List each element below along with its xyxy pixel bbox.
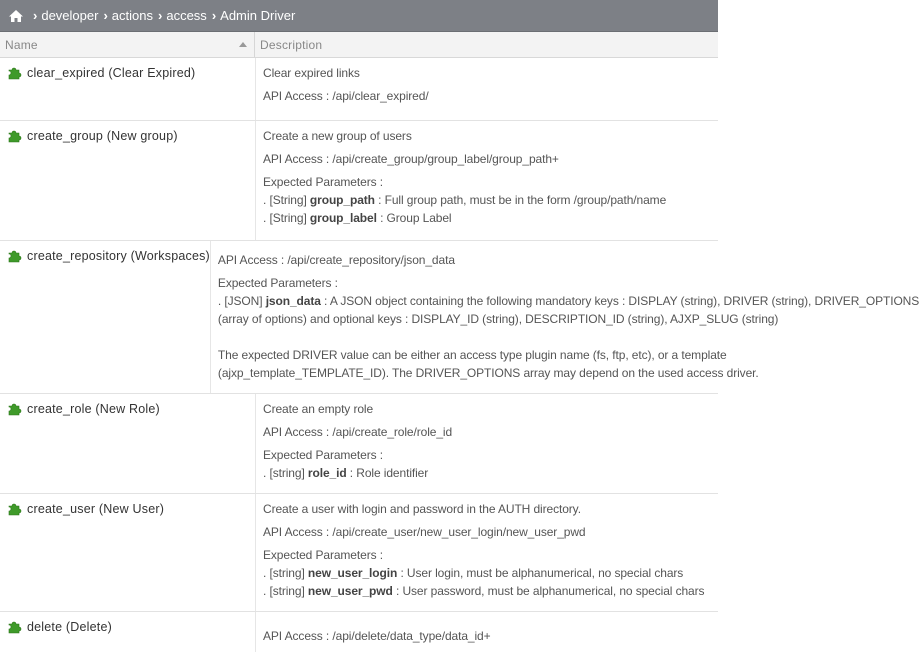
action-name: delete (Delete) <box>27 620 112 634</box>
puzzle-piece-icon <box>7 128 23 143</box>
parameter-line: . [string] new_user_pwd : User password, must be alphanumerical, no special chars <box>263 584 705 598</box>
column-header-name-label: Name <box>5 38 38 52</box>
api-access-text: API Access : /api/create_group/group_label/group_path+ <box>263 152 559 166</box>
api-access-text: API Access : /api/create_user/new_user_login/new_user_pwd <box>263 525 586 539</box>
home-icon[interactable] <box>8 9 24 23</box>
actions-list <box>0 58 919 652</box>
action-name-cell <box>0 241 211 393</box>
column-header-name[interactable] <box>0 32 255 57</box>
action-name-cell <box>0 394 256 493</box>
api-access-text: API Access : /api/clear_expired/ <box>263 89 429 103</box>
chevron-right-icon: › <box>158 8 163 23</box>
breadcrumb-item-access[interactable]: access <box>166 8 207 23</box>
parameter-line: . [String] group_label : Group Label <box>263 211 452 225</box>
action-name: create_repository (Workspaces) <box>27 249 210 263</box>
api-access-text: API Access : /api/delete/data_type/data_id+ <box>263 629 491 643</box>
column-header-description-label: Description <box>260 38 323 52</box>
parameter-name: group_label <box>309 211 377 225</box>
action-description-cell <box>256 612 718 652</box>
action-name-cell <box>0 494 256 611</box>
driver-note-text: The expected DRIVER value can be either an access type plugin name (fs, ftp, etc), or a template <box>217 348 727 362</box>
parameter-line: . [String] group_path : Full group path, must be in the form /group/path/name <box>263 193 667 207</box>
parameter-line-continued: (array of options) and optional keys : DISPLAY_ID (string), DESCRIPTION_ID (string), AJXP_SLUG (string) <box>217 312 779 326</box>
action-name-cell <box>0 58 256 120</box>
action-name-cell <box>0 612 256 652</box>
parameter-name: new_user_login <box>307 566 398 580</box>
action-name-cell <box>0 121 256 240</box>
api-access-text: API Access : /api/create_repository/json_data <box>217 253 455 267</box>
description-text: Create a new group of users <box>263 129 412 143</box>
description-text: Create a user with login and password in the AUTH directory. <box>263 502 581 516</box>
parameter-line: . [string] role_id : Role identifier <box>263 466 429 480</box>
action-description-cell <box>211 241 919 393</box>
chevron-right-icon: › <box>211 8 217 23</box>
table-row[interactable] <box>0 612 718 652</box>
action-name: create_user (New User) <box>27 502 165 516</box>
breadcrumb-bar <box>0 0 718 32</box>
parameter-name: group_path <box>309 193 375 207</box>
table-row[interactable] <box>0 241 919 394</box>
parameter-name: new_user_pwd <box>307 584 393 598</box>
action-description-cell <box>256 394 718 493</box>
table-row[interactable] <box>0 121 718 241</box>
api-access-text: API Access : /api/create_role/role_id <box>263 425 453 439</box>
puzzle-piece-icon <box>7 401 23 416</box>
expected-parameters-heading: Expected Parameters : <box>217 276 338 290</box>
driver-note-text: (ajxp_template_TEMPLATE_ID). The DRIVER_OPTIONS array may depend on the used access driver. <box>217 366 759 380</box>
breadcrumb-item-developer[interactable]: developer <box>41 8 99 23</box>
action-name: clear_expired (Clear Expired) <box>27 66 196 80</box>
breadcrumb-current: Admin Driver <box>220 8 296 23</box>
puzzle-piece-icon <box>7 248 23 263</box>
sort-ascending-icon <box>239 42 247 47</box>
action-name: create_group (New group) <box>27 129 178 143</box>
action-name: create_role (New Role) <box>27 402 160 416</box>
action-description-cell <box>256 58 718 120</box>
table-header <box>0 32 718 58</box>
table-row[interactable] <box>0 58 718 121</box>
chevron-right-icon: › <box>33 8 38 23</box>
chevron-right-icon: › <box>103 8 108 23</box>
parameter-name: json_data <box>265 294 321 308</box>
action-description-cell <box>256 494 718 611</box>
parameter-line: . [JSON] json_data : A JSON object containing the following mandatory keys : DISPLAY (string), DRIVER (string), DRIVER_OPTIONS <box>217 294 919 308</box>
puzzle-piece-icon <box>7 65 23 80</box>
action-description-cell <box>256 121 718 240</box>
column-header-description[interactable] <box>255 32 718 57</box>
table-row[interactable] <box>0 394 718 494</box>
parameter-line: . [string] new_user_login : User login, must be alphanumerical, no special chars <box>263 566 684 580</box>
parameter-name: role_id <box>307 466 347 480</box>
expected-parameters-heading: Expected Parameters : <box>263 548 383 562</box>
expected-parameters-heading: Expected Parameters : <box>263 175 383 189</box>
puzzle-piece-icon <box>7 619 23 634</box>
puzzle-piece-icon <box>7 501 23 516</box>
table-row[interactable] <box>0 494 718 612</box>
description-text: Clear expired links <box>263 66 360 80</box>
breadcrumb-item-actions[interactable]: actions <box>111 8 153 23</box>
description-text: Create an empty role <box>263 402 374 416</box>
expected-parameters-heading: Expected Parameters : <box>263 448 383 462</box>
